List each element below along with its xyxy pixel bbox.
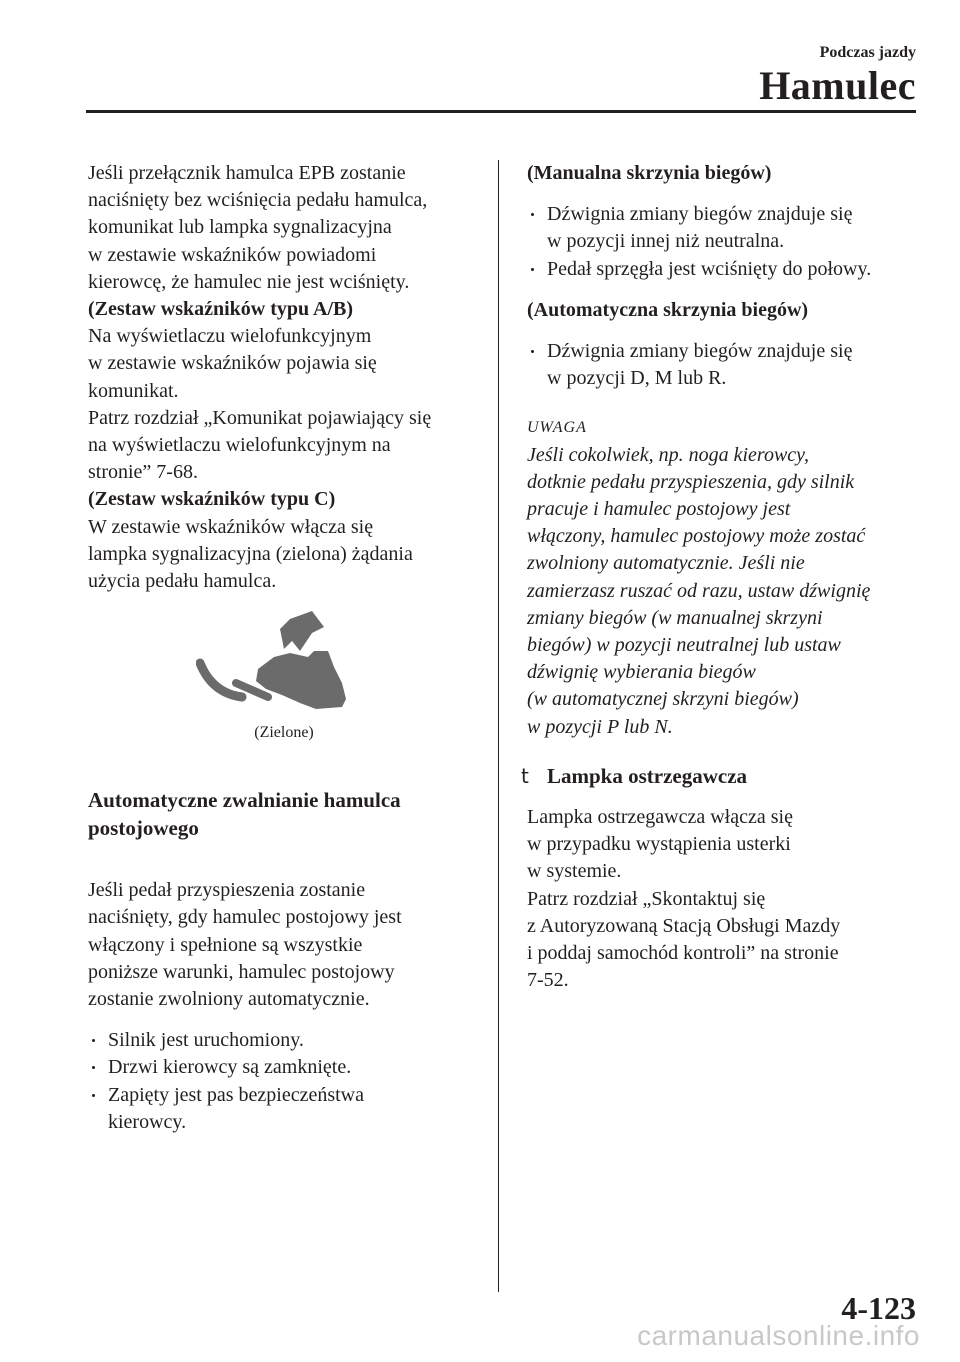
conditions-list [88, 1027, 480, 1136]
intro-paragraph: Jeśli przełącznik hamulca EPB zostanie naciśnięty bez wciśnięcia pedału hamulca, komunikat lub lampka sygnalizacyjna w zestawie wskaźników powiadomi kierowcę, że hamulec nie jest wciśnięty. [88, 162, 428, 293]
header-rule [86, 110, 916, 113]
note-heading: UWAGA [527, 419, 587, 437]
auto-release-text: Jeśli pedał przyspieszenia zostanie naciśnięty, gdy hamulec postojowy jest włączony i spełnione są wszystkie poniższe warunki, hamulec postojowy zostanie zwolniony automatycznie. [88, 879, 402, 1011]
cluster-type-ab-heading: (Zestaw wskaźników typu A/B) [88, 298, 354, 321]
warning-light-heading [521, 763, 927, 790]
section-label: Podczas jazdy [819, 44, 916, 61]
figure-caption: (Zielone) [254, 724, 314, 742]
list-item: Pedał sprzęgła jest wciśnięty do połowy. [527, 256, 927, 283]
automatic-gearbox-list [527, 338, 927, 392]
list-item: Dźwignia zmiany biegów znajduje się w pozycji D, M lub R. [527, 338, 927, 392]
right-column [521, 160, 927, 994]
cluster-type-c-text: W zestawie wskaźników włącza się lampka sygnalizacyjna (zielona) żądania użycia pedału hamulca. [88, 515, 413, 593]
cluster-type-c-heading: (Zestaw wskaźników typu C) [88, 488, 336, 511]
auto-release-heading: Automatyczne zwalnianie hamulca postojowego [88, 788, 401, 841]
manual-gearbox-list [527, 201, 927, 283]
list-item: Drzwi kierowcy są zamknięte. [88, 1054, 480, 1081]
column-divider [498, 160, 499, 1292]
list-item: Dźwignia zmiany biegów znajduje się w pozycji innej niż neutralna. [527, 201, 927, 255]
list-item: Zapięty jest pas bezpieczeństwa kierowcy. [88, 1082, 480, 1136]
page-title: Hamulec [759, 63, 916, 108]
warning-light-icon: t [521, 763, 529, 788]
brake-pedal-figure [88, 611, 480, 751]
watermark: carmanualsonline.info [637, 1320, 920, 1351]
left-column [88, 160, 480, 1136]
manual-gearbox-heading: (Manualna skrzynia biegów) [527, 162, 772, 184]
brake-pedal-indicator-icon [196, 611, 376, 719]
automatic-gearbox-heading: (Automatyczna skrzynia biegów) [527, 298, 809, 321]
warning-light-text: Lampka ostrzegawcza włącza się w przypadku wystąpienia usterki w systemie. Patrz rozdział „Skontaktuj się z Autoryzowaną Stacją Obsługi Mazdy i poddaj samochód kontroli” na stronie 7-52. [527, 806, 841, 992]
page-number: 4-123 [841, 1290, 916, 1326]
note-text: Jeśli cokolwiek, np. noga kierowcy, dotknie pedału przyspieszenia, gdy silnik pracuje i hamulec postojowy jest włączony, hamulec postojowy może zostać zwolniony automatycznie. Jeśli nie zamierzasz ruszać od razu, ustaw dźwignię zmiany biegów (w manualnej skrzyni biegów) w pozycji neutralnej lub ustaw dźwignię wybierania biegów (w automatycznej skrzyni biegów) w pozycji P lub N. [527, 443, 871, 738]
list-item: Silnik jest uruchomiony. [88, 1027, 480, 1054]
warning-light-title: Lampka ostrzegawcza [547, 763, 748, 788]
cluster-type-ab-text: Na wyświetlaczu wielofunkcyjnym w zestawie wskaźników pojawia się komunikat. Patrz rozdział „Komunikat pojawiający się na wyświetlaczu wielofunkcyjnym na stronie” 7-68. [88, 325, 432, 484]
